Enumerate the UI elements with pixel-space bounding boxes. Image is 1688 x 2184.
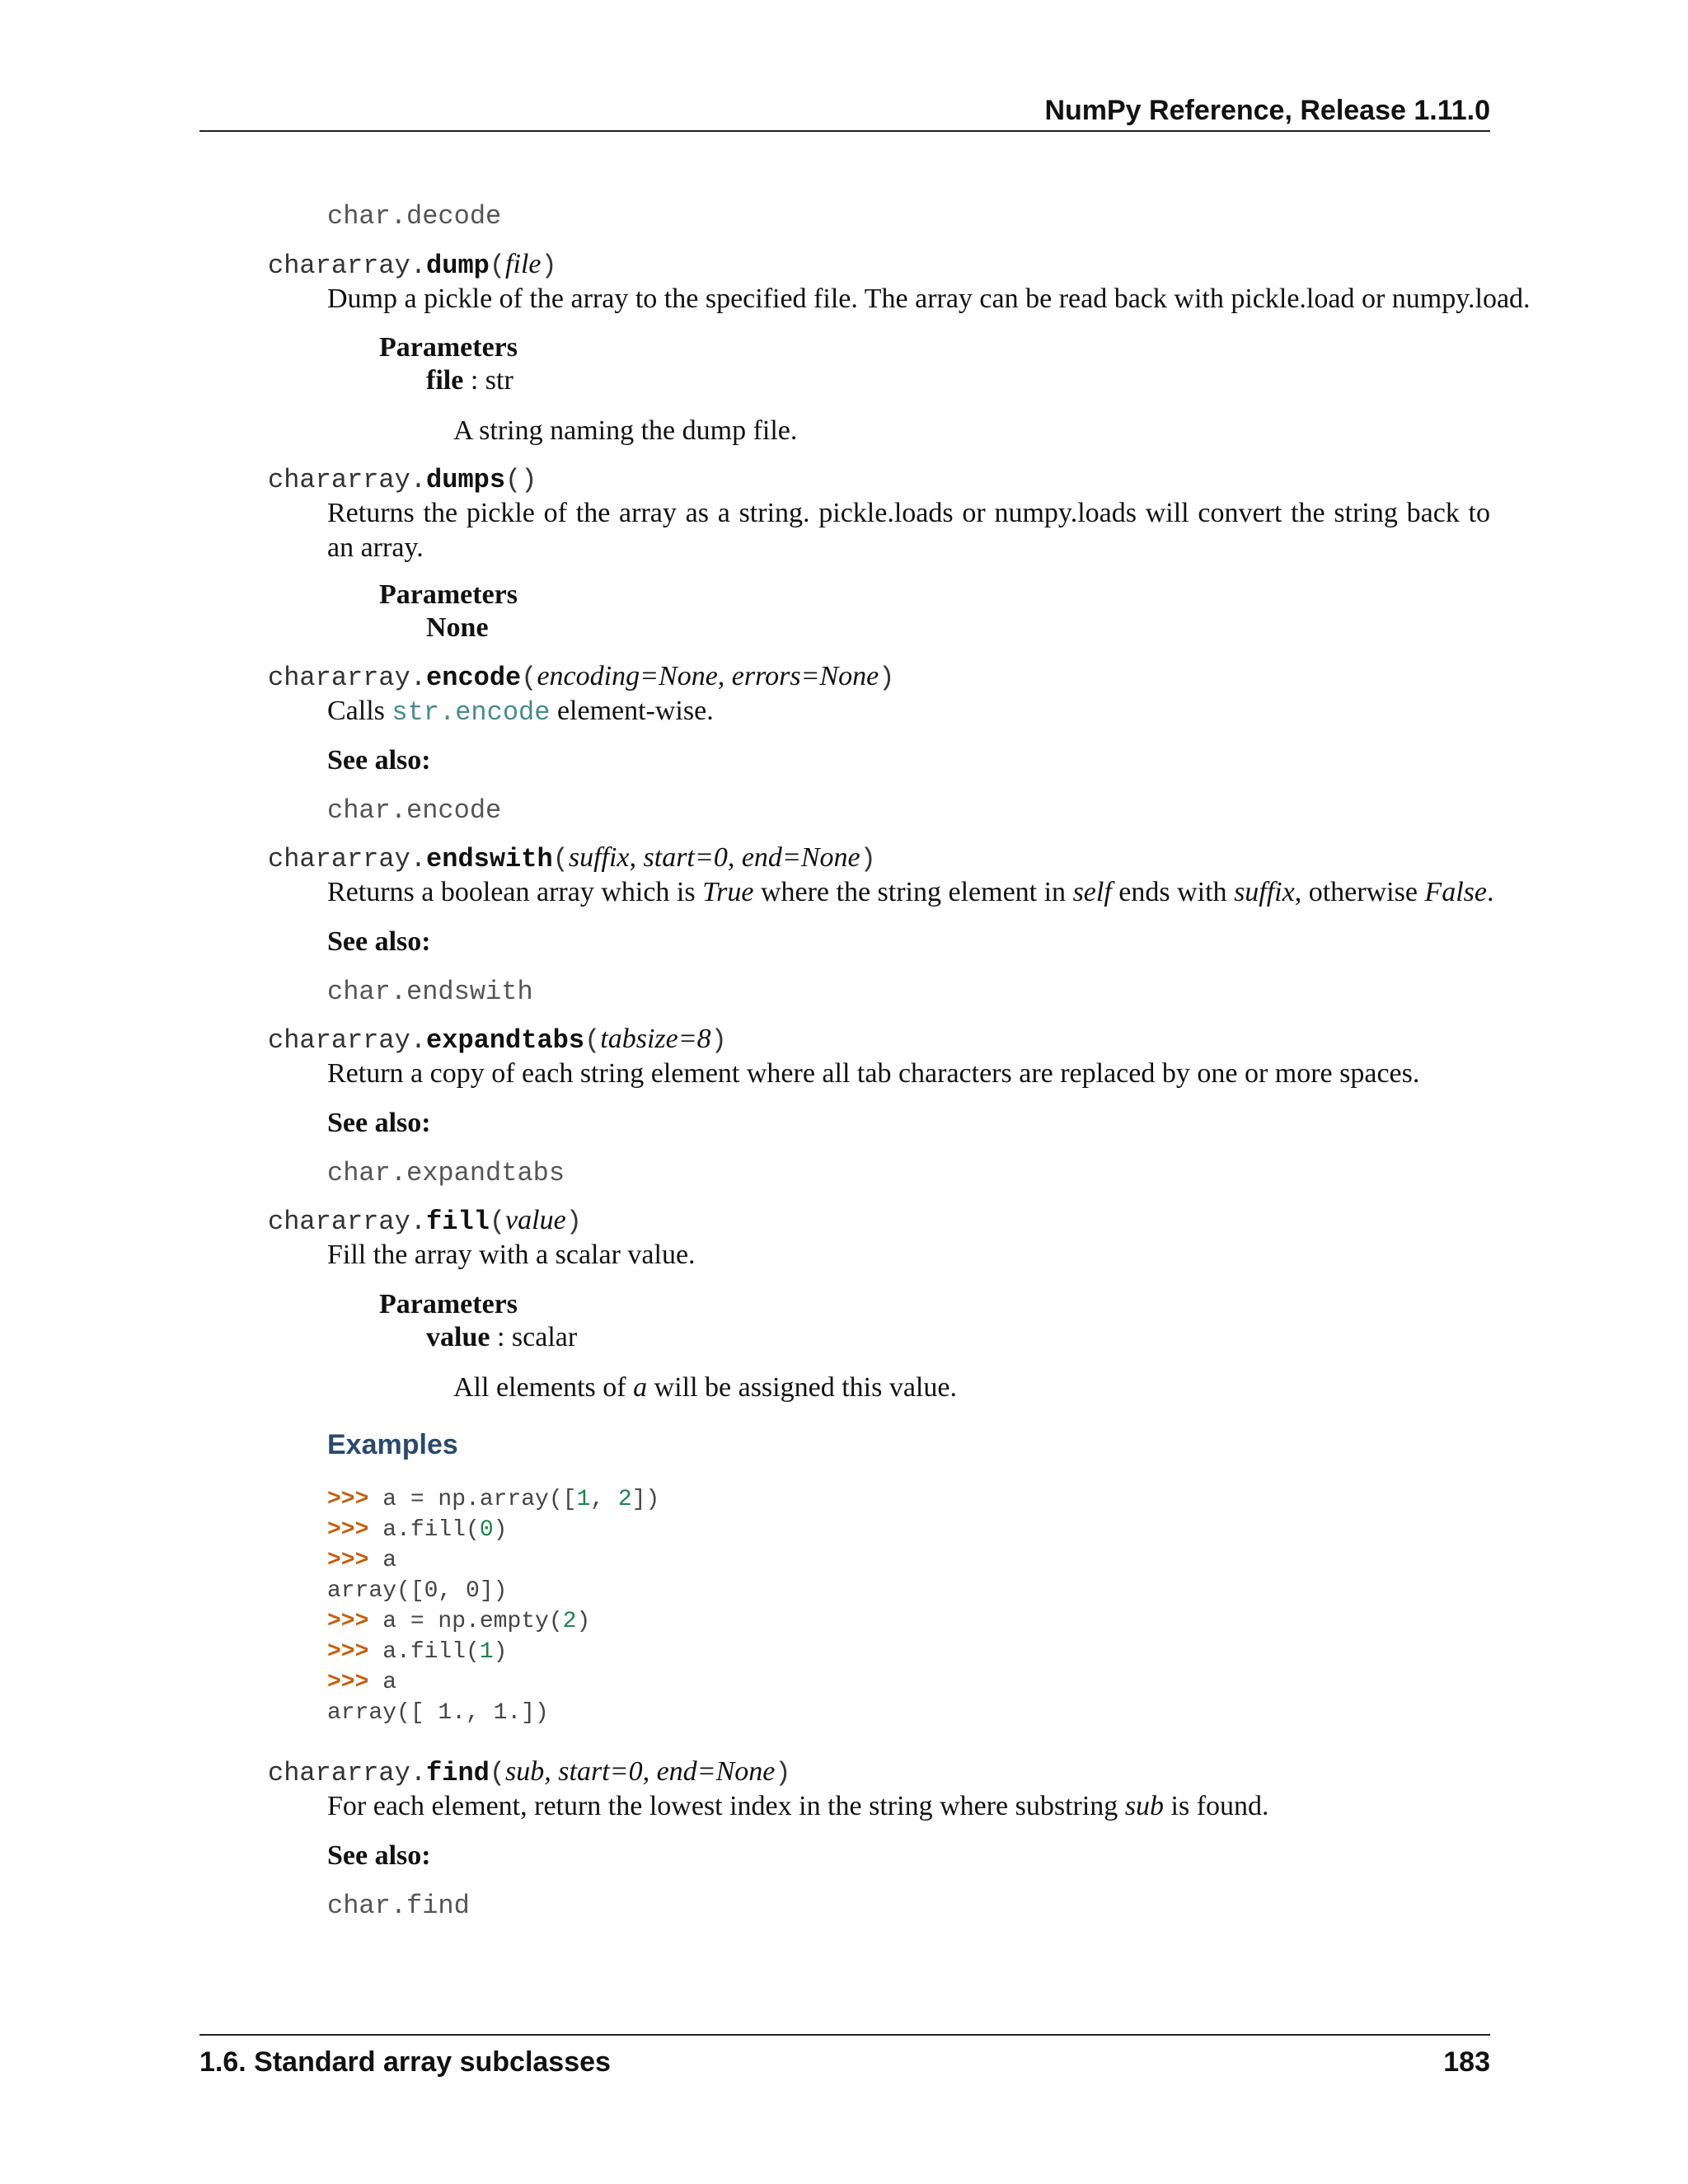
- parameters-label: Parameters: [379, 1289, 518, 1319]
- examples-heading: Examples: [327, 1429, 458, 1460]
- desc-text: where the string element in: [753, 877, 1073, 907]
- param-separator: :: [463, 365, 485, 396]
- method-signature-expandtabs: [268, 1024, 727, 1056]
- desc-text: is found.: [1164, 1791, 1269, 1821]
- page-number: 183: [1443, 2046, 1490, 2078]
- method-args: file: [505, 249, 542, 279]
- method-description-find: [327, 1789, 1269, 1824]
- method-name: find: [426, 1758, 490, 1788]
- code-text: a.fill(: [368, 1517, 480, 1543]
- param-name: file: [426, 365, 464, 396]
- desc-text: Returns a boolean array which is: [327, 877, 703, 907]
- close-paren: ): [565, 1207, 582, 1237]
- see-also-label: See also:: [327, 745, 431, 776]
- desc-self: self: [1072, 877, 1112, 907]
- close-paren: ): [521, 465, 537, 495]
- code-text: a.fill(: [368, 1639, 480, 1665]
- class-prefix: chararray.: [268, 1207, 427, 1237]
- method-name: endswith: [426, 844, 553, 874]
- code-number: 1: [479, 1639, 494, 1665]
- desc-var-a: a: [633, 1372, 648, 1403]
- method-name: expandtabs: [426, 1025, 585, 1056]
- open-paren: (: [521, 663, 537, 693]
- method-args: sub, start=0, end=None: [505, 1756, 776, 1787]
- code-prompt: >>>: [327, 1548, 369, 1573]
- close-paren: ): [860, 844, 876, 874]
- open-paren: (: [489, 1207, 506, 1237]
- code-text: a = np.empty(: [368, 1609, 563, 1634]
- close-paren: ): [541, 251, 557, 281]
- code-text: a: [368, 1670, 397, 1695]
- method-name: fill: [426, 1207, 490, 1237]
- code-text: a: [368, 1548, 397, 1573]
- method-description-fill: Fill the array with a scalar value.: [327, 1240, 696, 1270]
- class-prefix: chararray.: [268, 1758, 427, 1788]
- code-line: [327, 1668, 396, 1698]
- method-args: suffix, start=0, end=None: [568, 842, 860, 873]
- see-also-ref-endswith: char.endswith: [327, 977, 533, 1007]
- close-paren: ): [710, 1025, 727, 1056]
- class-prefix: chararray.: [268, 251, 427, 281]
- method-description-expandtabs: Return a copy of each string element where all tab characters are replaced by one or more spaces.: [327, 1058, 1420, 1089]
- desc-false: False: [1424, 877, 1487, 907]
- see-also-label: See also:: [327, 1108, 431, 1138]
- desc-sub: sub: [1124, 1791, 1165, 1821]
- desc-text: .: [1486, 877, 1494, 907]
- desc-text: element-wise.: [550, 696, 714, 726]
- code-prompt: >>>: [327, 1639, 369, 1665]
- method-signature-encode: [268, 661, 894, 693]
- method-args: value: [505, 1205, 566, 1235]
- method-signature-endswith: [268, 842, 876, 874]
- see-also-label: See also:: [327, 1840, 431, 1871]
- desc-text: , otherwise: [1294, 877, 1425, 907]
- class-prefix: chararray.: [268, 844, 427, 874]
- param-type: str: [485, 365, 513, 396]
- desc-text: All elements of: [453, 1372, 634, 1403]
- str-encode-link[interactable]: str.encode: [392, 697, 551, 728]
- see-also-ref-decode: char.decode: [327, 201, 502, 232]
- running-header: [199, 91, 1490, 132]
- code-line: [327, 1607, 590, 1637]
- code-prompt: >>>: [327, 1517, 369, 1543]
- code-text: ]): [631, 1487, 660, 1512]
- open-paren: (: [584, 1025, 601, 1056]
- param-separator: :: [490, 1322, 512, 1352]
- parameters-label: Parameters: [379, 579, 518, 610]
- see-also-ref-encode: char.encode: [327, 795, 502, 826]
- parameters-label: Parameters: [379, 332, 518, 363]
- class-prefix: chararray.: [268, 663, 427, 693]
- code-text: ,: [590, 1487, 618, 1512]
- desc-suffix: suffix: [1234, 877, 1295, 907]
- code-number: 0: [479, 1517, 494, 1543]
- header-title: NumPy Reference, Release 1.11.0: [1044, 95, 1490, 126]
- code-text: a = np.array([: [368, 1487, 577, 1512]
- code-line: [327, 1546, 396, 1576]
- method-description-dump: Dump a pickle of the array to the specified file. The array can be read back with pickle.load or numpy.load.: [327, 284, 1531, 314]
- code-line: [327, 1485, 659, 1515]
- code-text: ): [576, 1609, 591, 1634]
- method-name: encode: [426, 663, 522, 693]
- code-prompt: >>>: [327, 1609, 369, 1634]
- param-fill-value: [426, 1320, 577, 1355]
- method-name: dumps: [426, 465, 506, 495]
- param-none: None: [426, 612, 489, 643]
- param-description: [453, 1371, 957, 1405]
- method-description-dumps: Returns the pickle of the array as a string. pickle.loads or numpy.loads will convert the string back to an array.: [327, 498, 1490, 563]
- open-paren: (: [489, 1758, 506, 1788]
- code-number: 2: [617, 1487, 632, 1512]
- close-paren: ): [775, 1758, 791, 1788]
- desc-text: For each element, return the lowest index in the string where substring: [327, 1791, 1125, 1821]
- see-also-label: See also:: [327, 926, 431, 957]
- code-output: array([ 1., 1.]): [327, 1700, 549, 1726]
- param-dump-file: [426, 363, 513, 398]
- param-description: A string naming the dump file.: [453, 415, 798, 446]
- code-text: ): [493, 1517, 508, 1543]
- code-output: array([0, 0]): [327, 1578, 508, 1604]
- method-args: encoding=None, errors=None: [537, 661, 879, 691]
- desc-text: will be assigned this value.: [647, 1372, 957, 1403]
- param-name: value: [426, 1322, 490, 1352]
- open-paren: (: [552, 844, 569, 874]
- method-args: tabsize=8: [600, 1024, 711, 1054]
- see-also-ref-expandtabs: char.expandtabs: [327, 1158, 565, 1188]
- method-signature-find: [268, 1756, 791, 1788]
- footer-section-title: 1.6. Standard array subclasses: [199, 2046, 611, 2078]
- code-prompt: >>>: [327, 1487, 369, 1512]
- running-footer: [199, 2034, 1490, 2085]
- method-signature-dumps: [268, 463, 537, 495]
- desc-true: True: [702, 877, 754, 907]
- code-text: ): [493, 1639, 508, 1665]
- class-prefix: chararray.: [268, 465, 427, 495]
- class-prefix: chararray.: [268, 1025, 427, 1056]
- param-type: scalar: [511, 1322, 578, 1352]
- method-signature-fill: [268, 1205, 582, 1237]
- code-number: 1: [576, 1487, 591, 1512]
- desc-text: ends with: [1111, 877, 1235, 907]
- code-number: 2: [562, 1609, 577, 1634]
- method-signature-dump: [268, 249, 557, 281]
- method-name: dump: [426, 251, 490, 281]
- code-prompt: >>>: [327, 1670, 369, 1695]
- method-description-encode: [327, 694, 714, 730]
- code-line: [327, 1638, 507, 1667]
- code-line: [327, 1516, 507, 1545]
- method-description-endswith: [327, 875, 1493, 910]
- close-paren: ): [879, 663, 895, 693]
- open-paren: (: [505, 465, 522, 495]
- see-also-ref-find: char.find: [327, 1891, 470, 1921]
- desc-text: Calls: [327, 696, 392, 726]
- open-paren: (: [489, 251, 506, 281]
